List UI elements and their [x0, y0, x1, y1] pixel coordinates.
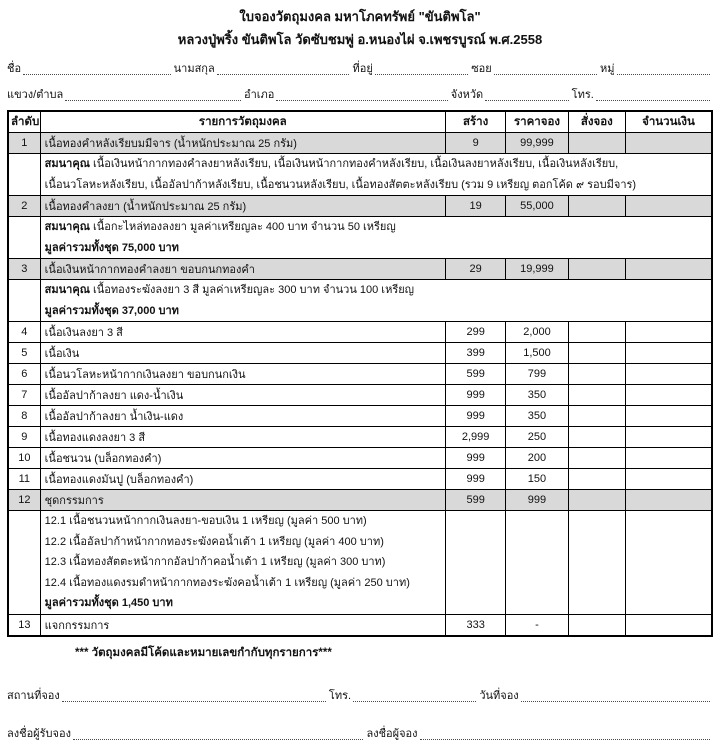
customer-field-blank-line	[23, 64, 171, 75]
row-number-cell: 6	[8, 364, 40, 385]
col-header-order: สั่งจอง	[568, 111, 625, 133]
bonus-line: 12.2 เนื้ออัลปาก้าหน้ากากทองระฆังคอน้ำเต้า 1 เหรียญ (มูลค่า 400 บาท)	[44, 535, 384, 548]
item-name-cell: เนื้อเงินหน้ากากทองคำลงยา ขอบกนกทองคำ	[40, 259, 445, 280]
col-header-no: ลำดับ	[8, 111, 40, 133]
signature-field-blank-line	[73, 729, 364, 740]
col-header-made: สร้าง	[445, 111, 505, 133]
booking-field-blank-line	[353, 691, 476, 702]
amount-cell	[625, 427, 712, 448]
bonus-prefix: สมนาคุณ	[44, 158, 90, 170]
bonus-line: สมนาคุณ เนื้อเงินหน้ากากทองคำลงยาหลังเรียบ, เนื้อเงินหน้ากากทองคำหลังเรียบ, เนื้อเงินลงยาหลังเรียบ, เนื้อเงินหลังเรียบ,	[44, 158, 619, 170]
amount-cell	[625, 196, 712, 217]
item-row	[8, 259, 712, 280]
customer-field-blank-line	[485, 90, 568, 101]
row-number-cell: 9	[8, 427, 40, 448]
amount-cell	[625, 511, 712, 615]
made-qty-cell: 29	[445, 259, 505, 280]
item-row	[8, 196, 712, 217]
signature-field-label: ลงชื่อผู้รับจอง	[7, 727, 71, 740]
amount-cell	[625, 133, 712, 154]
booking-price-cell: 250	[506, 427, 568, 448]
made-qty-cell: 2,999	[445, 427, 505, 448]
customer-field-label: จังหวัด	[450, 89, 484, 101]
booking-price-cell: 350	[506, 406, 568, 427]
customer-field-label: นามสกุล	[173, 63, 215, 75]
item-name-cell: เนื้อทองคำหลังเรียบมมีจาร (น้ำหนักประมาณ 25 กรัม)	[40, 133, 445, 154]
row-number-cell	[8, 280, 40, 322]
signature-field-label: ลงชื่อผู้จอง	[366, 727, 418, 740]
order-qty-cell	[568, 490, 625, 511]
booking-field-label: โทร.	[328, 689, 352, 702]
bonus-row	[8, 217, 712, 259]
bonus-line: 12.4 เนื้อทองแดงรมดำหน้ากากทองระฆังคอน้ำเต้า 1 เหรียญ (มูลค่า 250 บาท)	[44, 576, 410, 589]
amount-cell	[625, 343, 712, 364]
item-row	[8, 448, 712, 469]
customer-field-label: โทร.	[571, 89, 594, 101]
order-qty-cell	[568, 385, 625, 406]
row-number-cell: 2	[8, 196, 40, 217]
amount-cell	[625, 469, 712, 490]
amount-cell	[625, 614, 712, 636]
col-header-price: ราคาจอง	[506, 111, 568, 133]
made-qty-cell: 999	[445, 448, 505, 469]
table-header-row	[8, 111, 712, 133]
bonus-line: 12.1 เนื้อชนวนหน้ากากเงินลงยา-ขอบเงิน 1 เหรียญ (มูลค่า 500 บาท)	[44, 515, 367, 527]
row-number-cell	[8, 154, 40, 196]
bonus-detail-cell	[40, 154, 712, 196]
bonus-detail-cell	[40, 217, 712, 259]
row-number-cell: 5	[8, 343, 40, 364]
item-row	[8, 614, 712, 636]
row-number-cell	[8, 511, 40, 615]
row-number-cell: 1	[8, 133, 40, 154]
item-row	[8, 343, 712, 364]
order-qty-cell	[568, 614, 625, 636]
made-qty-cell: 999	[445, 469, 505, 490]
booking-field-label: วันที่จอง	[479, 689, 519, 702]
made-qty-cell: 399	[445, 343, 505, 364]
customer-field-blank-line	[617, 64, 710, 75]
item-name-cell: เนื้อนวโลหะหน้ากากเงินลงยา ขอบกนกเงิน	[40, 364, 445, 385]
row-number-cell: 11	[8, 469, 40, 490]
order-qty-cell	[568, 511, 625, 615]
customer-field-label: ชื่อ	[7, 63, 22, 75]
booking-price-cell: 799	[506, 364, 568, 385]
customer-field-label: ที่อยู่	[352, 63, 373, 75]
code-note: *** วัตถุมงคลมีโค้ดและหมายเลขกำกับทุกรายการ***	[75, 646, 332, 659]
booking-price-cell: 55,000	[506, 196, 568, 217]
customer-field-label: อำเภอ	[244, 89, 275, 101]
made-qty-cell: 19	[445, 196, 505, 217]
made-qty-cell: 599	[445, 364, 505, 385]
booking-price-cell: 19,999	[506, 259, 568, 280]
signature-field-blank-line	[420, 729, 711, 740]
order-qty-cell	[568, 259, 625, 280]
customer-info-line2	[7, 88, 713, 103]
item-row	[8, 385, 712, 406]
made-qty-cell: 333	[445, 614, 505, 636]
row-number-cell	[8, 217, 40, 259]
customer-field-label: แขวง/ตำบล	[7, 89, 64, 101]
bonus-row	[8, 511, 712, 615]
made-qty-cell: 299	[445, 322, 505, 343]
booking-field-blank-line	[62, 691, 326, 702]
row-number-cell: 7	[8, 385, 40, 406]
col-header-amount: จำนวนเงิน	[625, 111, 712, 133]
made-qty-cell: 999	[445, 385, 505, 406]
amount-cell	[625, 406, 712, 427]
order-qty-cell	[568, 427, 625, 448]
customer-field-blank-line	[375, 64, 468, 75]
row-number-cell: 4	[8, 322, 40, 343]
bonus-detail-cell	[40, 511, 445, 615]
bonus-line: มูลค่ารวมทั้งชุด 75,000 บาท	[44, 241, 179, 254]
item-row	[8, 427, 712, 448]
item-row	[8, 133, 712, 154]
booking-price-cell: 999	[506, 490, 568, 511]
item-name-cell: เนื้ออัลปาก้าลงยา แดง-น้ำเงิน	[40, 385, 445, 406]
booking-field-blank-line	[521, 691, 710, 702]
customer-field-blank-line	[65, 90, 241, 101]
booking-price-cell: -	[506, 614, 568, 636]
item-name-cell: เนื้ออัลปาก้าลงยา น้ำเงิน-แดง	[40, 406, 445, 427]
item-row	[8, 490, 712, 511]
booking-price-cell: 2,000	[506, 322, 568, 343]
item-row	[8, 469, 712, 490]
customer-info-line1	[7, 62, 713, 77]
customer-field-blank-line	[217, 64, 350, 75]
row-number-cell: 13	[8, 614, 40, 636]
item-name-cell: เนื้อชนวน (บล็อกทองคำ)	[40, 448, 445, 469]
order-qty-cell	[568, 196, 625, 217]
item-name-cell: เนื้อทองแดงมันปู (บล็อกทองคำ)	[40, 469, 445, 490]
order-qty-cell	[568, 406, 625, 427]
amount-cell	[625, 385, 712, 406]
booking-price-cell: 150	[506, 469, 568, 490]
bonus-line: สมนาคุณ เนื้อกะไหล่ทองลงยา มูลค่าเหรียญละ 400 บาท จำนวน 50 เหรียญ	[44, 221, 396, 233]
amount-cell	[625, 364, 712, 385]
booking-price-cell: 99,999	[506, 133, 568, 154]
item-name-cell: เนื้อเงิน	[40, 343, 445, 364]
made-qty-cell	[445, 511, 505, 615]
bonus-row	[8, 280, 712, 322]
order-qty-cell	[568, 448, 625, 469]
row-number-cell: 3	[8, 259, 40, 280]
booking-price-cell	[506, 511, 568, 615]
booking-field-label: สถานที่จอง	[7, 689, 60, 702]
bonus-line: เนื้อนวโลหะหลังเรียบ, เนื้ออัลปาก้าหลังเรียบ, เนื้อชนวนหลังเรียบ, เนื้อทองสัตตะหลังเรียบ (รวม 9 เหรียญ ตอกโค้ด ๙ รอบมีจาร)	[44, 178, 637, 191]
customer-field-blank-line	[596, 90, 710, 101]
made-qty-cell: 999	[445, 406, 505, 427]
booking-info-line	[7, 689, 713, 704]
item-row	[8, 364, 712, 385]
item-name-cell: แจกกรรมการ	[40, 614, 445, 636]
item-name-cell: ชุดกรรมการ	[40, 490, 445, 511]
booking-price-cell: 200	[506, 448, 568, 469]
made-qty-cell: 599	[445, 490, 505, 511]
customer-field-label: หมู่	[600, 63, 615, 75]
form-subtitle: หลวงปู่พริ้ง ขันติพโล วัดซับชมพู่ อ.หนองไผ่ จ.เพชรบูรณ์ พ.ศ.2558	[177, 32, 543, 47]
row-number-cell: 10	[8, 448, 40, 469]
booking-price-cell: 1,500	[506, 343, 568, 364]
form-title: ใบจองวัตถุมงคล มหาโภคทรัพย์ "ขันติพโล"	[239, 9, 481, 24]
col-header-item: รายการวัตถุมงคล	[40, 111, 445, 133]
order-qty-cell	[568, 469, 625, 490]
bonus-line: 12.3 เนื้อทองสัตตะหน้ากากอัลปาก้าคอน้ำเต้า 1 เหรียญ (มูลค่า 300 บาท)	[44, 556, 386, 568]
row-number-cell: 12	[8, 490, 40, 511]
order-qty-cell	[568, 322, 625, 343]
amount-cell	[625, 259, 712, 280]
bonus-line: มูลค่ารวมทั้งชุด 1,450 บาท	[44, 597, 173, 609]
booking-price-cell: 350	[506, 385, 568, 406]
signature-line	[7, 727, 713, 742]
item-name-cell: เนื้อทองคำลงยา (น้ำหนักประมาณ 25 กรัม)	[40, 196, 445, 217]
order-qty-cell	[568, 343, 625, 364]
item-name-cell: เนื้อเงินลงยา 3 สี	[40, 322, 445, 343]
customer-field-blank-line	[494, 64, 597, 75]
row-number-cell: 8	[8, 406, 40, 427]
bonus-line: สมนาคุณ เนื้อทองระฆังลงยา 3 สี มูลค่าเหรียญละ 300 บาท จำนวน 100 เหรียญ	[44, 284, 415, 296]
amount-cell	[625, 322, 712, 343]
item-name-cell: เนื้อทองแดงลงยา 3 สี	[40, 427, 445, 448]
bonus-line: มูลค่ารวมทั้งชุด 37,000 บาท	[44, 304, 179, 317]
amount-cell	[625, 490, 712, 511]
customer-field-blank-line	[276, 90, 447, 101]
order-qty-cell	[568, 133, 625, 154]
made-qty-cell: 9	[445, 133, 505, 154]
bonus-row	[8, 154, 712, 196]
bonus-prefix: สมนาคุณ	[44, 284, 90, 296]
item-row	[8, 322, 712, 343]
order-qty-cell	[568, 364, 625, 385]
amount-cell	[625, 448, 712, 469]
item-row	[8, 406, 712, 427]
order-table	[7, 110, 713, 637]
customer-field-label: ซอย	[471, 63, 492, 75]
bonus-prefix: สมนาคุณ	[44, 221, 90, 233]
bonus-detail-cell	[40, 280, 712, 322]
